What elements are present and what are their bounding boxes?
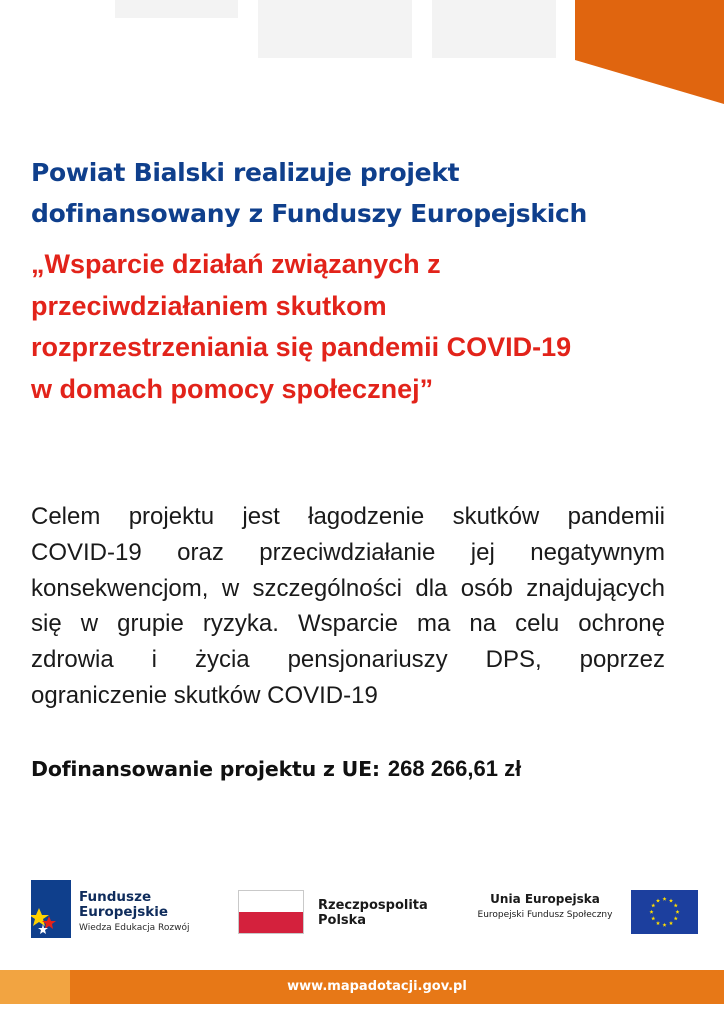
pl-flag-white-stripe	[239, 891, 303, 912]
pl-logo-line-1: Rzeczpospolita	[318, 898, 428, 913]
heading-line-2: dofinansowany z Funduszy Europejskich	[31, 199, 588, 228]
top-decoration	[0, 0, 724, 110]
funding-label: Dofinansowanie projektu z UE:	[31, 757, 380, 781]
deco-gray-shape-3	[432, 0, 556, 58]
pl-logo-text	[318, 898, 428, 928]
description-line-6: ograniczenie skutków COVID-19	[31, 681, 378, 709]
description-line-5: zdrowia i życia pensjonariuszy DPS, poprzez	[31, 646, 665, 674]
fundusze-europejskie-stars-icon	[31, 880, 71, 938]
eu-logo-text	[470, 892, 620, 920]
fe-logo-subtitle: Wiedza Edukacja Rozwój	[79, 923, 190, 933]
polish-flag-icon	[238, 890, 304, 934]
deco-orange-shape	[575, 0, 724, 104]
description-line-4: się w grupie ryzyka. Wsparcie ma na celu ochronę	[31, 610, 665, 638]
deco-gray-shape-2	[258, 0, 412, 58]
project-description	[31, 499, 665, 714]
heading	[31, 152, 671, 234]
eu-flag-background	[631, 890, 698, 934]
eu-flag-icon	[631, 890, 698, 934]
fe-logo-line-2: Europejskie	[79, 904, 169, 920]
deco-gray-shape-1	[115, 0, 238, 18]
eu-logo-line-1: Unia Europejska	[490, 892, 600, 906]
project-title-line-4: w domach pomocy społecznej”	[31, 373, 434, 404]
footer-url: www.mapadotacji.gov.pl	[287, 979, 467, 994]
footer-bar	[0, 970, 724, 1004]
project-title-line-2: przeciwdziałaniem skutkom	[31, 290, 387, 321]
funding-info	[31, 756, 521, 782]
project-title-line-1: „Wsparcie działań związanych z	[31, 249, 441, 279]
funding-amount: 268 266,61 zł	[387, 756, 522, 781]
project-title-line-3: rozprzestrzeniania się pandemii COVID-19	[31, 332, 572, 362]
description-line-2: COVID-19 oraz przeciwdziałanie jej negatywnym	[31, 538, 665, 566]
logos-strip	[0, 870, 724, 950]
fe-logo-background	[31, 880, 71, 938]
project-title	[31, 244, 711, 410]
eu-logo-line-2: Europejski Fundusz Społeczny	[477, 910, 613, 920]
heading-line-1: Powiat Bialski realizuje projekt	[31, 158, 460, 187]
pl-logo-line-2: Polska	[318, 913, 367, 928]
pl-flag-red-stripe	[239, 912, 303, 933]
description-line-3: konsekwencjom, w szczególności dla osób znajdujących	[31, 574, 665, 602]
description-line-1: Celem projektu jest łagodzenie skutków pandemii	[31, 503, 665, 530]
fe-logo-text	[79, 890, 168, 920]
fe-logo-line-1: Fundusze	[79, 889, 152, 905]
